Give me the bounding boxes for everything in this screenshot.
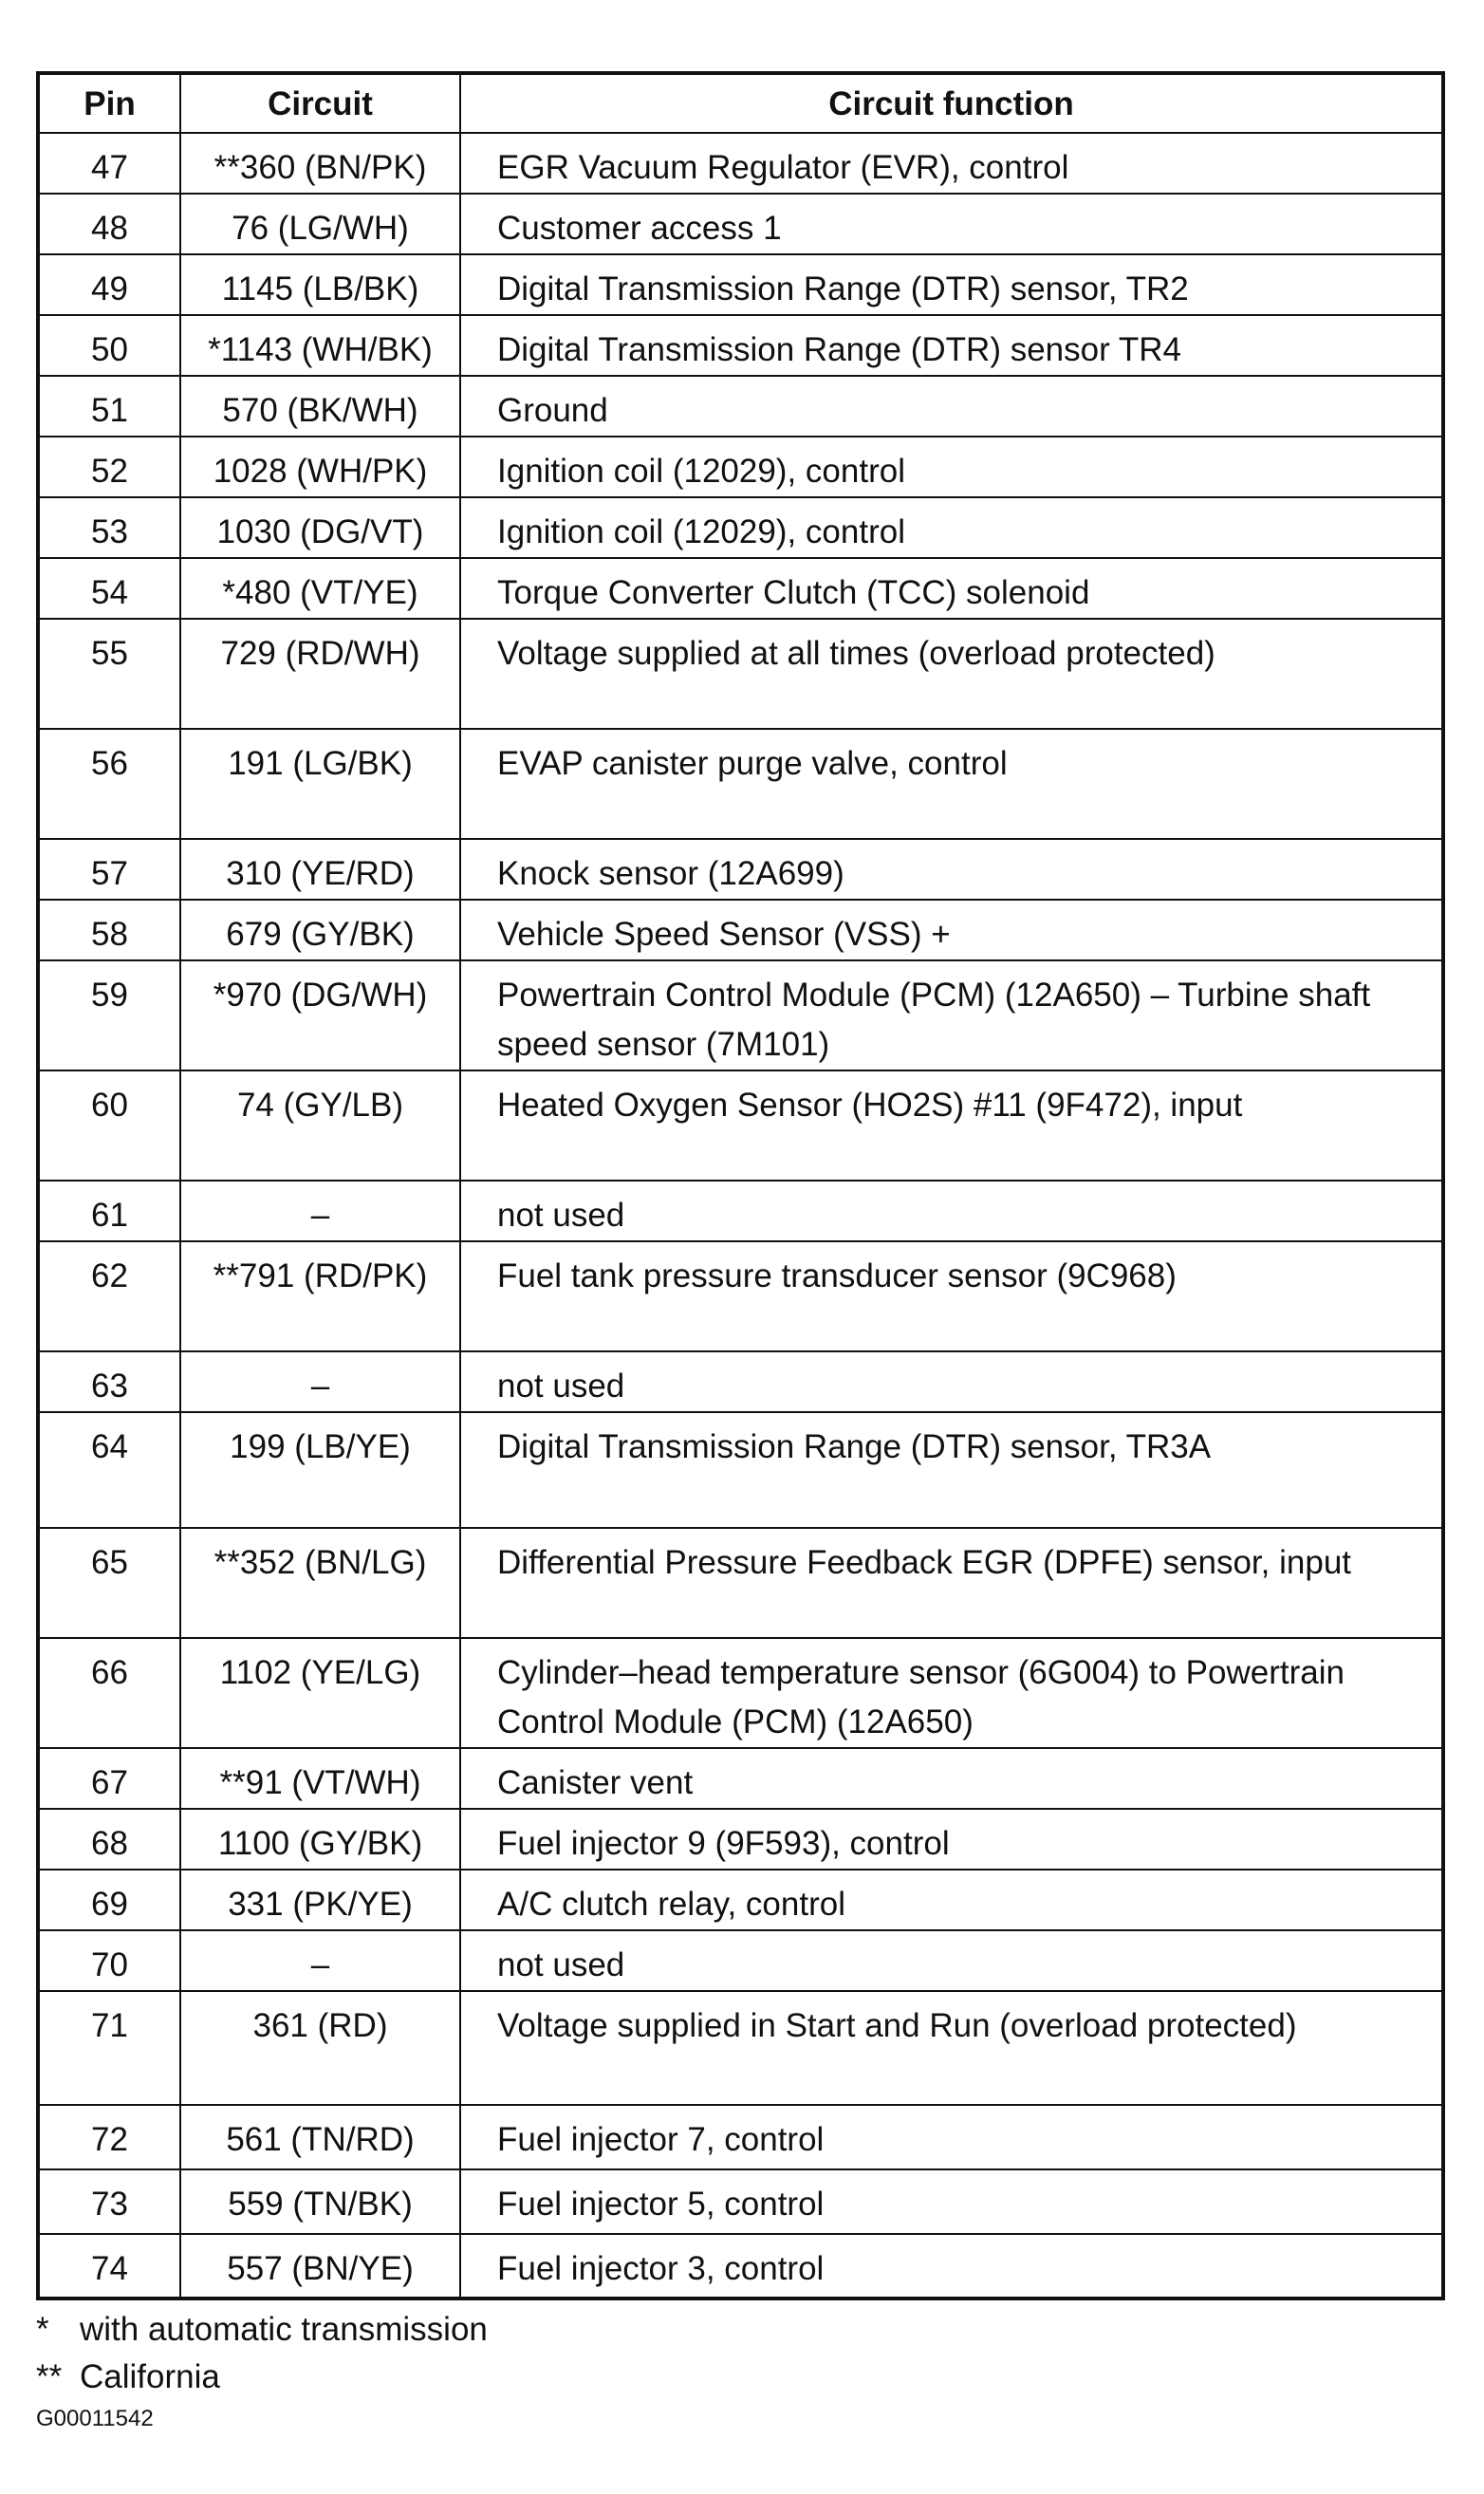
pin-cell: 57 bbox=[38, 839, 180, 900]
function-cell: Ignition coil (12029), control bbox=[460, 497, 1443, 558]
pin-cell: 61 bbox=[38, 1181, 180, 1241]
circuit-cell: *1143 (WH/BK) bbox=[180, 315, 460, 376]
table-row bbox=[38, 194, 1443, 254]
table-row bbox=[38, 900, 1443, 960]
function-cell: Fuel injector 3, control bbox=[460, 2234, 1443, 2299]
pin-cell: 48 bbox=[38, 194, 180, 254]
pin-cell: 73 bbox=[38, 2169, 180, 2234]
table-row bbox=[38, 1412, 1443, 1528]
circuit-cell: **791 (RD/PK) bbox=[180, 1241, 460, 1351]
circuit-cell: *480 (VT/YE) bbox=[180, 558, 460, 619]
circuit-cell: 570 (BK/WH) bbox=[180, 376, 460, 437]
pin-cell: 56 bbox=[38, 729, 180, 839]
function-cell: Ground bbox=[460, 376, 1443, 437]
function-cell: EGR Vacuum Regulator (EVR), control bbox=[460, 133, 1443, 194]
table-row bbox=[38, 497, 1443, 558]
table-row bbox=[38, 1181, 1443, 1241]
pin-cell: 62 bbox=[38, 1241, 180, 1351]
circuit-cell: 1102 (YE/LG) bbox=[180, 1638, 460, 1748]
circuit-cell: **91 (VT/WH) bbox=[180, 1748, 460, 1809]
circuit-cell: 76 (LG/WH) bbox=[180, 194, 460, 254]
pin-cell: 52 bbox=[38, 437, 180, 497]
function-cell: Powertrain Control Module (PCM) (12A650) – Turbine shaft speed sensor (7M101) bbox=[460, 960, 1443, 1070]
circuit-cell: 310 (YE/RD) bbox=[180, 839, 460, 900]
pin-cell: 55 bbox=[38, 619, 180, 729]
function-cell: Torque Converter Clutch (TCC) solenoid bbox=[460, 558, 1443, 619]
table-row bbox=[38, 1528, 1443, 1638]
table-row bbox=[38, 1241, 1443, 1351]
circuit-cell: 557 (BN/YE) bbox=[180, 2234, 460, 2299]
circuit-cell: – bbox=[180, 1930, 460, 1991]
circuit-cell: – bbox=[180, 1351, 460, 1412]
table-row bbox=[38, 1809, 1443, 1870]
function-cell: Vehicle Speed Sensor (VSS) + bbox=[460, 900, 1443, 960]
pin-cell: 70 bbox=[38, 1930, 180, 1991]
function-cell: Voltage supplied at all times (overload protected) bbox=[460, 619, 1443, 729]
table-body bbox=[38, 133, 1443, 2299]
pin-cell: 50 bbox=[38, 315, 180, 376]
function-cell: not used bbox=[460, 1351, 1443, 1412]
table-row bbox=[38, 1351, 1443, 1412]
pin-cell: 47 bbox=[38, 133, 180, 194]
table-row bbox=[38, 2169, 1443, 2234]
circuit-cell: 561 (TN/RD) bbox=[180, 2105, 460, 2169]
pin-cell: 71 bbox=[38, 1991, 180, 2105]
table-row bbox=[38, 558, 1443, 619]
pin-cell: 69 bbox=[38, 1870, 180, 1930]
header-circuit-function: Circuit function bbox=[460, 73, 1443, 133]
table-row bbox=[38, 1748, 1443, 1809]
pin-cell: 64 bbox=[38, 1412, 180, 1528]
function-cell: Fuel tank pressure transducer sensor (9C968) bbox=[460, 1241, 1443, 1351]
circuit-cell: **360 (BN/PK) bbox=[180, 133, 460, 194]
function-cell: Cylinder–head temperature sensor (6G004) to Powertrain Control Module (PCM) (12A650) bbox=[460, 1638, 1443, 1748]
function-cell: Fuel injector 7, control bbox=[460, 2105, 1443, 2169]
pin-cell: 53 bbox=[38, 497, 180, 558]
footnote-mark: * bbox=[36, 2311, 49, 2348]
pin-cell: 65 bbox=[38, 1528, 180, 1638]
footnote-mark: ** bbox=[36, 2358, 63, 2395]
table-row bbox=[38, 133, 1443, 194]
table-row bbox=[38, 1070, 1443, 1181]
footnote-california bbox=[36, 2354, 488, 2401]
table-row bbox=[38, 2105, 1443, 2169]
circuit-cell: 331 (PK/YE) bbox=[180, 1870, 460, 1930]
header-circuit: Circuit bbox=[180, 73, 460, 133]
function-cell: Differential Pressure Feedback EGR (DPFE) sensor, input bbox=[460, 1528, 1443, 1638]
circuit-cell: 1028 (WH/PK) bbox=[180, 437, 460, 497]
table-row bbox=[38, 437, 1443, 497]
circuit-cell: 559 (TN/BK) bbox=[180, 2169, 460, 2234]
circuit-cell: 74 (GY/LB) bbox=[180, 1070, 460, 1181]
function-cell: Ignition coil (12029), control bbox=[460, 437, 1443, 497]
header-pin: Pin bbox=[38, 73, 180, 133]
table-row bbox=[38, 2234, 1443, 2299]
table-row bbox=[38, 315, 1443, 376]
footnote-text: California bbox=[80, 2358, 220, 2395]
pin-circuit-table bbox=[36, 71, 1445, 2300]
table-row bbox=[38, 1991, 1443, 2105]
footnotes bbox=[36, 2306, 488, 2401]
circuit-cell: **352 (BN/LG) bbox=[180, 1528, 460, 1638]
pin-cell: 72 bbox=[38, 2105, 180, 2169]
figure-id: G00011542 bbox=[36, 2406, 154, 2431]
footnote-text: with automatic transmission bbox=[80, 2311, 488, 2348]
circuit-cell: 679 (GY/BK) bbox=[180, 900, 460, 960]
table-header-row bbox=[38, 73, 1443, 133]
pin-cell: 67 bbox=[38, 1748, 180, 1809]
pin-cell: 74 bbox=[38, 2234, 180, 2299]
pin-cell: 51 bbox=[38, 376, 180, 437]
circuit-cell: – bbox=[180, 1181, 460, 1241]
function-cell: Knock sensor (12A699) bbox=[460, 839, 1443, 900]
function-cell: Digital Transmission Range (DTR) sensor TR4 bbox=[460, 315, 1443, 376]
table-row bbox=[38, 376, 1443, 437]
circuit-cell: 361 (RD) bbox=[180, 1991, 460, 2105]
function-cell: not used bbox=[460, 1930, 1443, 1991]
function-cell: Canister vent bbox=[460, 1748, 1443, 1809]
pin-cell: 59 bbox=[38, 960, 180, 1070]
function-cell: not used bbox=[460, 1181, 1443, 1241]
pin-cell: 66 bbox=[38, 1638, 180, 1748]
table-row bbox=[38, 619, 1443, 729]
function-cell: Digital Transmission Range (DTR) sensor, TR3A bbox=[460, 1412, 1443, 1528]
table-row bbox=[38, 960, 1443, 1070]
pin-cell: 54 bbox=[38, 558, 180, 619]
table-row bbox=[38, 1870, 1443, 1930]
footnote-automatic bbox=[36, 2306, 488, 2354]
pin-cell: 49 bbox=[38, 254, 180, 315]
circuit-cell: *970 (DG/WH) bbox=[180, 960, 460, 1070]
circuit-cell: 1030 (DG/VT) bbox=[180, 497, 460, 558]
circuit-cell: 1145 (LB/BK) bbox=[180, 254, 460, 315]
pin-cell: 68 bbox=[38, 1809, 180, 1870]
pin-cell: 58 bbox=[38, 900, 180, 960]
table-row bbox=[38, 254, 1443, 315]
table-row bbox=[38, 1930, 1443, 1991]
circuit-cell: 191 (LG/BK) bbox=[180, 729, 460, 839]
pin-cell: 60 bbox=[38, 1070, 180, 1181]
table-row bbox=[38, 729, 1443, 839]
table-row bbox=[38, 839, 1443, 900]
circuit-cell: 729 (RD/WH) bbox=[180, 619, 460, 729]
function-cell: Heated Oxygen Sensor (HO2S) #11 (9F472), input bbox=[460, 1070, 1443, 1181]
table-row bbox=[38, 1638, 1443, 1748]
function-cell: Customer access 1 bbox=[460, 194, 1443, 254]
function-cell: Digital Transmission Range (DTR) sensor, TR2 bbox=[460, 254, 1443, 315]
function-cell: Fuel injector 5, control bbox=[460, 2169, 1443, 2234]
function-cell: Fuel injector 9 (9F593), control bbox=[460, 1809, 1443, 1870]
pin-cell: 63 bbox=[38, 1351, 180, 1412]
function-cell: EVAP canister purge valve, control bbox=[460, 729, 1443, 839]
circuit-cell: 1100 (GY/BK) bbox=[180, 1809, 460, 1870]
function-cell: Voltage supplied in Start and Run (overload protected) bbox=[460, 1991, 1443, 2105]
circuit-cell: 199 (LB/YE) bbox=[180, 1412, 460, 1528]
function-cell: A/C clutch relay, control bbox=[460, 1870, 1443, 1930]
